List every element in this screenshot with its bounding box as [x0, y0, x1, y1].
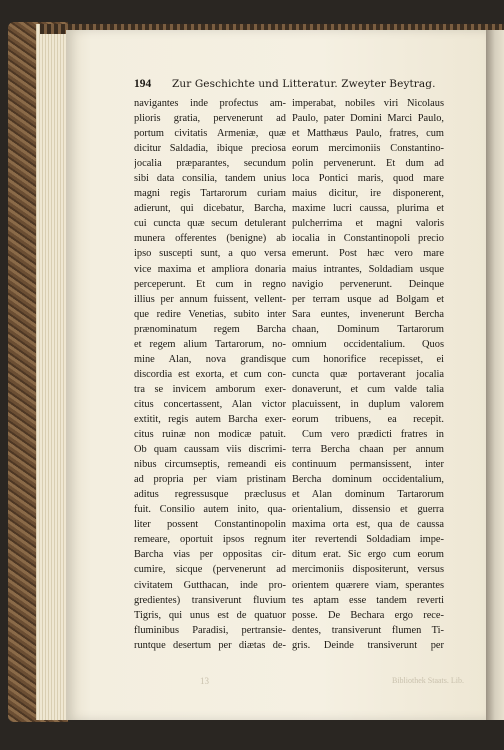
text-line: ditum erat. Sic ergo cum eorum	[292, 549, 444, 561]
text-line: fluminibus Paradisi, pertransie-	[134, 624, 286, 636]
running-title: Zur Geschichte und Litteratur. Zweyter Beytrag.	[172, 78, 436, 90]
running-header	[134, 78, 450, 94]
text-line: loca Pontici maris, quod mare	[292, 173, 444, 185]
right-column	[292, 96, 444, 653]
text-line: et Matthæus Paulo, fratres, cum	[292, 128, 444, 140]
text-line: cumire, sicque (pervenerunt ad	[134, 564, 286, 576]
text-line: eorum tribuens, ea recepit.	[292, 413, 444, 425]
text-line: prænominatum regem Barcha	[134, 323, 286, 335]
text-line: fuit. Consilio autem inito, qua-	[134, 504, 286, 516]
text-line: jocalia præparantes, secundum	[134, 158, 286, 170]
text-line: cui cuncta quæ secum detulerant	[134, 218, 286, 230]
text-line: placuissent, in duplum valorem	[292, 398, 444, 410]
text-line: continuum permansissent, inter	[292, 459, 444, 471]
text-line: gredientes) transiverunt fluvium	[134, 594, 286, 606]
text-line: posse. De Bechara ergo rece-	[292, 609, 444, 621]
text-line: dicitur Saldadia, ibique preciosa	[134, 143, 286, 155]
text-line: maxima orta est, qua de caussa	[292, 519, 444, 531]
text-line: Ob quam caussam viis discrimi-	[134, 444, 286, 456]
text-line: orientalium, dissensio et guerra	[292, 504, 444, 516]
text-line: Tigris, qui unus est de quatuor	[134, 609, 286, 621]
text-line: munera offerentes (benigne) ab	[134, 233, 286, 245]
text-line: Sara euntes, invenerunt Bercha	[292, 308, 444, 320]
text-line: Cum vero prædicti fratres in	[302, 429, 444, 441]
text-line: omnium occidentalium. Quos	[292, 338, 444, 350]
text-line: cum honorifice recepisset, ei	[292, 353, 444, 365]
text-line: imperabat, nobiles viri Nicolaus	[292, 98, 444, 109]
text-line: donaverunt, et cum valde talia	[292, 383, 444, 395]
text-line: iter revertendi Soldadiam impe-	[292, 534, 444, 546]
text-line: emerunt. Post hæc vero mare	[292, 248, 444, 260]
text-line: mercimoniis dispositerunt, versus	[292, 564, 444, 576]
text-line: maxime lucri caussa, plurima et	[292, 203, 444, 215]
text-line: plioris gratia, pervenerunt ad	[134, 113, 286, 125]
text-line: que redire Venetias, subito inter	[134, 308, 286, 320]
text-line: ipso suscepti sunt, a quo versa	[134, 248, 286, 260]
text-line: liter possent Constantinopolin	[134, 519, 286, 531]
text-line: citus concertassent, Alan victor	[134, 398, 286, 410]
text-line: remeare, oportuit ipsos regnum	[134, 534, 286, 546]
library-stamp: Bibliothek Staats. Lib.	[392, 676, 464, 685]
text-line: maius intrantes, Soldadiam usque	[292, 263, 444, 275]
text-line: nibus circumseptis, remeandi eis	[134, 459, 286, 471]
text-line: Paulo, pater Domini Marci Paulo,	[292, 113, 444, 125]
text-line: navigantes inde profectus am-	[134, 98, 286, 109]
facing-page-edge	[486, 30, 504, 720]
text-line: iocalia in Constantinopoli precio	[292, 233, 444, 245]
text-line: gris. Deinde transiverunt per	[292, 639, 444, 651]
text-line: tes aptam esse tandem reverti	[292, 594, 444, 606]
text-line: adierunt, qui dicebatur, Barcha,	[134, 203, 286, 215]
text-line: per terram usque ad Bolgam et	[292, 293, 444, 305]
text-line: portum civitatis Armeniæ, quæ	[134, 128, 286, 140]
page-number: 194	[134, 78, 152, 90]
text-line: orientem quærere viam, sperantes	[292, 579, 444, 591]
text-line: magni regis Tartarorum curiam	[134, 188, 286, 200]
text-line: aditus regressusque præclusus	[134, 489, 286, 501]
text-line: navigio pervenerunt. Deinque	[292, 278, 444, 290]
text-line: eorum mercimoniis Constantino-	[292, 143, 444, 155]
page-edges	[36, 24, 66, 720]
text-line: terra Bercha chaan per annum	[292, 444, 444, 456]
text-line: et regem alium Tartarorum, no-	[134, 338, 286, 350]
signature-mark: 13	[200, 676, 209, 686]
text-line: et Alan dominum Tartarorum	[292, 489, 444, 501]
text-line: vice maxima et ampliora donaria	[134, 263, 286, 275]
left-column	[134, 96, 286, 653]
text-line: mine Alan, nova grandisque	[134, 353, 286, 365]
text-line: ad propria per viam pristinam	[134, 474, 286, 486]
text-line: perceperunt. Et cum in regno	[134, 278, 286, 290]
text-line: Barcha vias per oppositas cir-	[134, 549, 286, 561]
text-line: Bercha dominum occidentalium,	[292, 474, 444, 486]
text-line: extitit, regis autem Barcha exer-	[134, 413, 286, 425]
text-line: dentes, transiverunt flumen Ti-	[292, 624, 444, 636]
text-line: pulcherrima et magni valoris	[292, 218, 444, 230]
text-line: sibi data consilia, tandem unius	[134, 173, 286, 185]
text-line: runtque desertum per diætas de-	[134, 639, 286, 651]
text-line: civitatem Gutthacan, inde pro-	[134, 579, 286, 591]
text-line: discordia est exorta, et cum con-	[134, 368, 286, 380]
text-line: maius dicitur, ire disponerent,	[292, 188, 444, 200]
text-line: cuncta quæ portaverant jocalia	[292, 368, 444, 380]
text-line: tra se invicem amborum exer-	[134, 383, 286, 395]
text-line: chaan, Dominum Tartarorum	[292, 323, 444, 335]
text-line: polin pervenerunt. Et dum ad	[292, 158, 444, 170]
text-line: illius per annum fuissent, vellent-	[134, 293, 286, 305]
text-line: citus ruinæ non modicæ patuit.	[134, 429, 286, 441]
